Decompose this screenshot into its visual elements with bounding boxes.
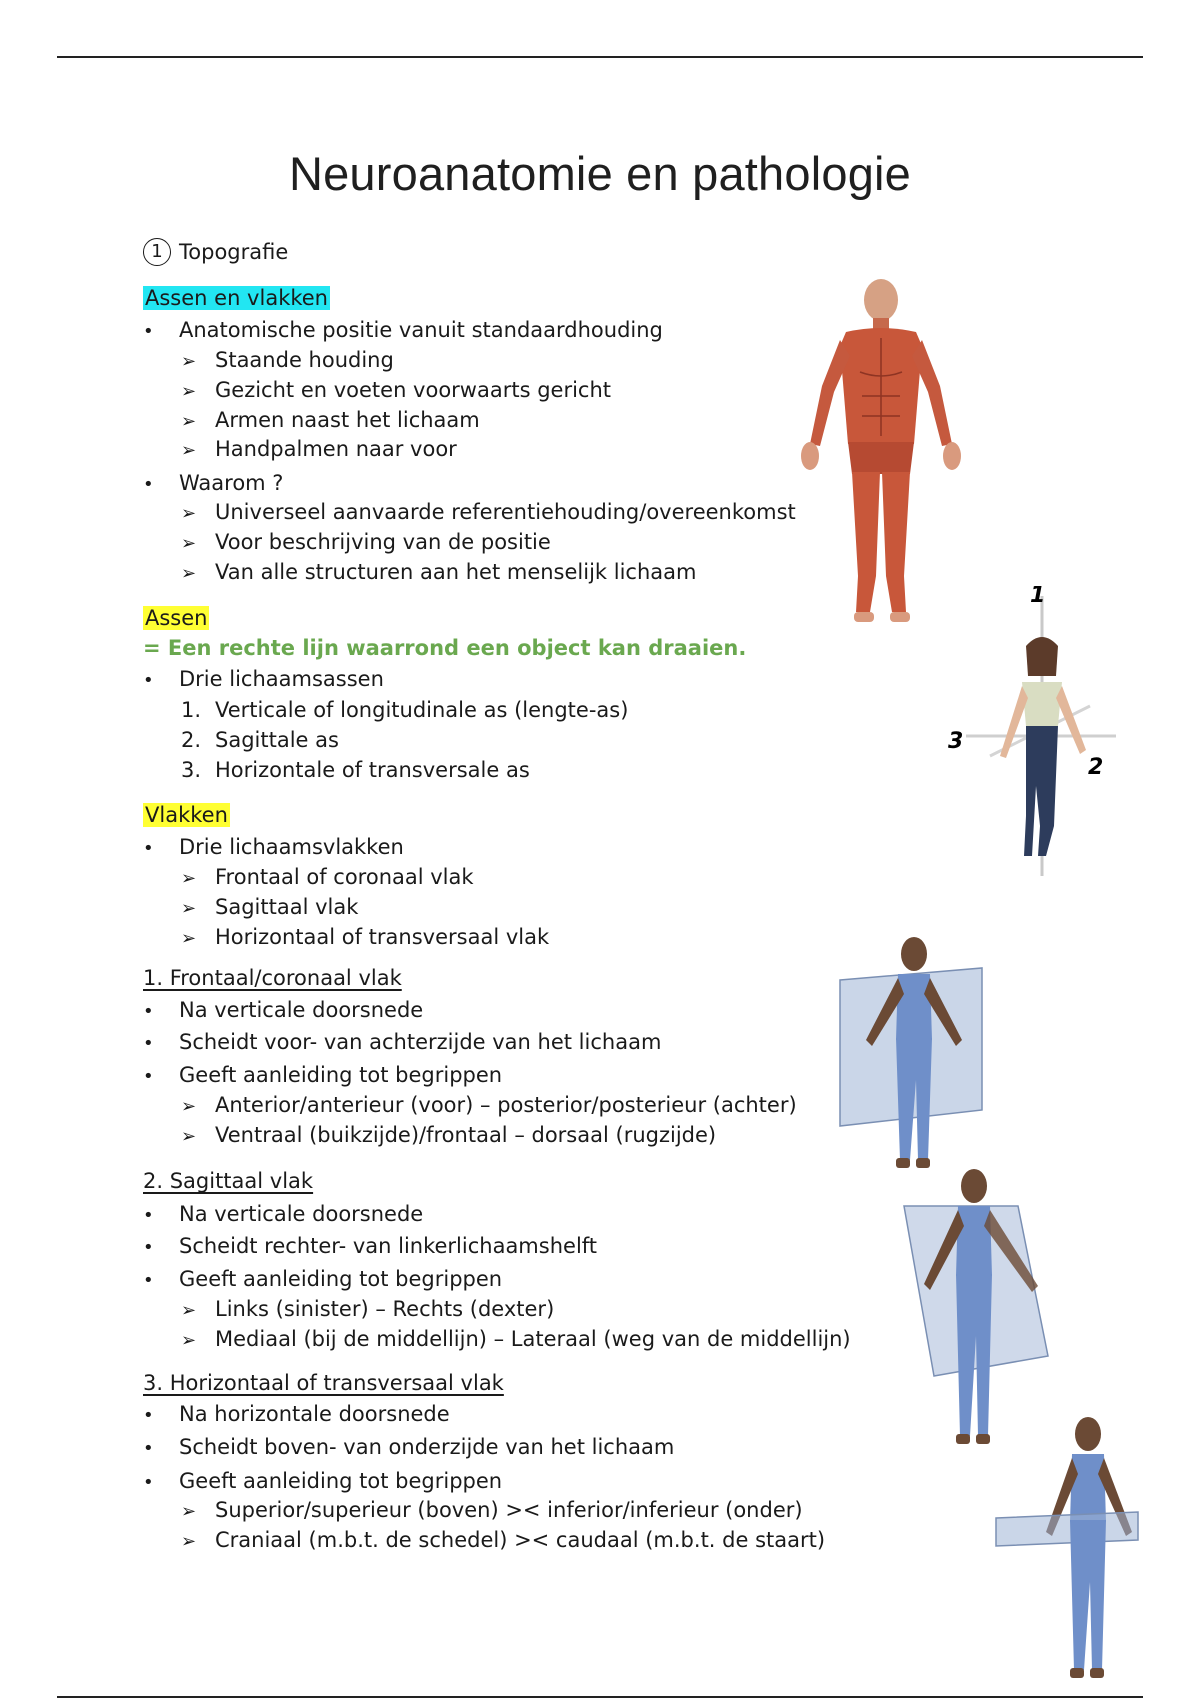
page-title: Neuroanatomie en pathologie [288, 147, 912, 200]
top-rule [57, 56, 1143, 58]
bullet-icon: • [143, 1405, 154, 1426]
arrow-bullet-icon: ➢ [181, 563, 197, 584]
sub-item: ➢ Mediaal (bij de middellijn) – Lateraal (weg van de middellijn) [181, 1326, 851, 1354]
body-axes-figure [940, 586, 1120, 886]
axis-label-2: 2 [1088, 755, 1104, 780]
bullet-icon: • [143, 1472, 154, 1493]
sub-item: ➢ Gezicht en voeten voorwaarts gericht [181, 377, 611, 405]
arrow-bullet-icon: ➢ [181, 1501, 197, 1522]
sub-item: ➢ Van alle structuren aan het menselijk lichaam [181, 559, 696, 587]
frontaal-heading: 1. Frontaal/coronaal vlak [143, 966, 402, 990]
sub-item: ➢ Voor beschrijving van de positie [181, 529, 551, 557]
numbered-item: 2. Sagittale as [181, 728, 339, 752]
frontal-plane-figure [822, 930, 992, 1180]
bullet-icon: • [143, 1270, 154, 1291]
arrow-bullet-icon: ➢ [181, 1126, 197, 1147]
bullet-icon: • [143, 1237, 154, 1258]
sub-item: ➢ Horizontaal of transversaal vlak [181, 924, 549, 952]
list-item: • Anatomische positie vanuit standaardhouding [143, 317, 663, 345]
assen-vlakken-heading: Assen en vlakken [145, 286, 328, 310]
assen-heading: Assen [145, 606, 208, 630]
anatomical-figure [796, 276, 966, 628]
sub-item: ➢ Superior/superieur (boven) >< inferior/inferieur (onder) [181, 1497, 803, 1525]
arrow-bullet-icon: ➢ [181, 351, 197, 372]
assen-definition: = Een rechte lijn waarrond een object kan draaien. [143, 636, 747, 660]
bullet-icon: • [143, 1438, 154, 1459]
numbered-item: 1. Verticale of longitudinale as (lengte-as) [181, 698, 629, 722]
sub-item: ➢ Staande houding [181, 347, 394, 375]
arrow-bullet-icon: ➢ [181, 1531, 197, 1552]
bullet-icon: • [143, 1001, 154, 1022]
bottom-rule [57, 1696, 1143, 1698]
list-item: • Geeft aanleiding tot begrippen [143, 1266, 502, 1294]
sub-item: ➢ Ventraal (buikzijde)/frontaal – dorsaal (rugzijde) [181, 1122, 716, 1150]
topografie-label: Topografie [179, 240, 289, 264]
arrow-bullet-icon: ➢ [181, 928, 197, 949]
axis-label-3: 3 [948, 729, 964, 754]
list-item: • Na verticale doorsnede [143, 997, 423, 1025]
axis-label-1: 1 [1030, 586, 1046, 608]
bullet-icon: • [143, 1033, 154, 1054]
sub-item: ➢ Armen naast het lichaam [181, 407, 480, 435]
list-item: • Drie lichaamsvlakken [143, 834, 404, 862]
numbered-item: 3. Horizontale of transversale as [181, 758, 530, 782]
arrow-bullet-icon: ➢ [181, 533, 197, 554]
bullet-icon: • [143, 838, 154, 859]
horizontaal-heading: 3. Horizontaal of transversaal vlak [143, 1371, 504, 1395]
circled-number-icon: 1 [143, 238, 171, 266]
arrow-bullet-icon: ➢ [181, 868, 197, 889]
arrow-bullet-icon: ➢ [181, 1096, 197, 1117]
arrow-bullet-icon: ➢ [181, 411, 197, 432]
sub-item: ➢ Frontaal of coronaal vlak [181, 864, 474, 892]
list-item: • Waarom ? [143, 470, 283, 498]
bullet-icon: • [143, 670, 154, 691]
sub-item: ➢ Sagittaal vlak [181, 894, 358, 922]
sub-item: ➢ Handpalmen naar voor [181, 436, 457, 464]
sub-item: ➢ Anterior/anterieur (voor) – posterior/posterieur (achter) [181, 1092, 797, 1120]
list-item: • Drie lichaamsassen [143, 666, 384, 694]
bullet-icon: • [143, 1066, 154, 1087]
sub-item: ➢ Craniaal (m.b.t. de schedel) >< caudaal (m.b.t. de staart) [181, 1527, 825, 1555]
sagittaal-heading: 2. Sagittaal vlak [143, 1169, 314, 1193]
list-item: • Scheidt rechter- van linkerlichaamshelft [143, 1233, 597, 1261]
bullet-icon: • [143, 321, 154, 342]
arrow-bullet-icon: ➢ [181, 440, 197, 461]
horizontal-plane-figure [992, 1412, 1142, 1690]
arrow-bullet-icon: ➢ [181, 503, 197, 524]
list-item: • Geeft aanleiding tot begrippen [143, 1468, 502, 1496]
section-topografie [143, 238, 288, 266]
arrow-bullet-icon: ➢ [181, 1330, 197, 1351]
sub-item: ➢ Links (sinister) – Rechts (dexter) [181, 1296, 554, 1324]
vlakken-heading: Vlakken [145, 803, 228, 827]
list-item: • Na horizontale doorsnede [143, 1401, 450, 1429]
bullet-icon: • [143, 474, 154, 495]
list-item: • Scheidt voor- van achterzijde van het lichaam [143, 1029, 661, 1057]
arrow-bullet-icon: ➢ [181, 898, 197, 919]
sub-item: ➢ Universeel aanvaarde referentiehouding/overeenkomst [181, 499, 796, 527]
list-item: • Scheidt boven- van onderzijde van het lichaam [143, 1434, 674, 1462]
arrow-bullet-icon: ➢ [181, 381, 197, 402]
arrow-bullet-icon: ➢ [181, 1300, 197, 1321]
list-item: • Geeft aanleiding tot begrippen [143, 1062, 502, 1090]
bullet-icon: • [143, 1205, 154, 1226]
list-item: • Na verticale doorsnede [143, 1201, 423, 1229]
